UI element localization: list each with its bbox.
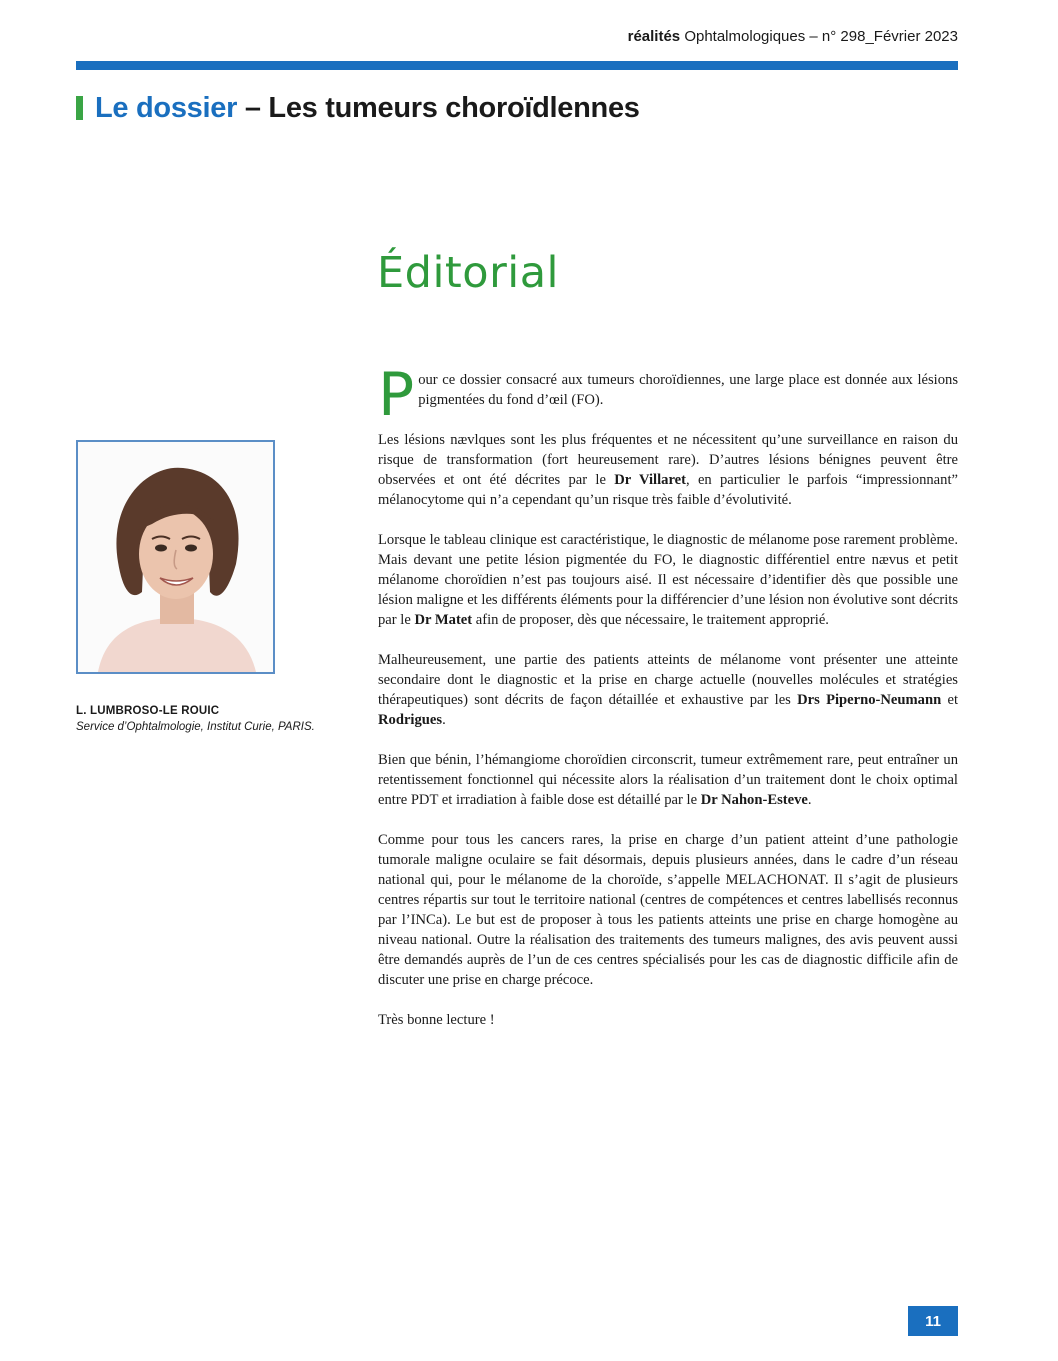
issue-info: Ophtalmologiques – n° 298_Février 2023 xyxy=(680,28,958,45)
paragraph-2: Les lésions nævlques sont les plus fréquentes et ne nécessitent qu’une surveillance en raison du risque de transformation (fort heureusement rare). D’autres lésions bénignes peuvent être observées et ont été décrites par le Dr Villaret, en particulier le parfois “impressionnant” mélanocytome qui n’a cependant qu’un risque très faible d’évolutivité. xyxy=(378,432,958,508)
author-reference: Dr Matet xyxy=(414,612,473,628)
page-title: Éditorial xyxy=(377,248,560,298)
running-header xyxy=(628,28,958,45)
author-name: L. LUMBROSO-LE ROUIC xyxy=(76,705,220,717)
editorial-body xyxy=(378,360,959,1050)
section-topic: Les tumeurs choroïdlennes xyxy=(268,91,640,124)
page-number: 11 xyxy=(908,1306,958,1336)
paragraph-6: Comme pour tous les cancers rares, la prise en charge d’un patient atteint d’une pathologie tumorale maligne oculaire se fait désormais, depuis plusieurs années, dans le cadre d’un réseau national qui, pour le mélanome de la choroïde, s’appelle MELACHONAT. Il s’agit de plusieurs centres répartis sur tout le territoire national (centres de compétences et centres labellisés reconnus par l’INCa). Le but est de proposer à tous les patients atteints une prise en charge homogène au niveau national. Outre la réalisation des traitements des tumeurs malignes, des avis peuvent aussi être demandés auprès de l’un de ces centres spécialisés pour les cas de diagnostic difficile afin de discuter une prise en charge précoce. xyxy=(378,832,958,988)
paragraph-5: Bien que bénin, l’hémangiome choroïdien circonscrit, tumeur extrêmement rare, peut entraîner un retentissement fonctionnel qui nécessite alors la réalisation d’un traitement dont le choix optimal entre PDT et irradiation à faible dose est détaillé par le Dr Nahon-Esteve. xyxy=(378,752,958,808)
author-block xyxy=(76,703,315,735)
paragraph-7: Très bonne lecture ! xyxy=(378,1012,495,1028)
author-reference: Dr Nahon-Esteve xyxy=(700,792,808,808)
section-separator: – xyxy=(237,91,269,124)
author-reference: Drs Piperno-Neumann xyxy=(797,692,942,708)
paragraph-4: Malheureusement, une partie des patients atteints de mélanome vont présenter une atteinte secondaire dont le diagnostic et la prise en charge actuelle (nouvelles molécules et stratégies thérapeutiques) sont décrits de façon détaillée et exhaustive par les Drs Piperno-Neumann et Rodrigues. xyxy=(378,652,959,728)
author-reference: Rodrigues xyxy=(378,712,443,728)
journal-name: réalités xyxy=(627,28,681,45)
portrait-illustration xyxy=(78,442,273,672)
author-affiliation: Service d’Ophtalmologie, Institut Curie, PARIS. xyxy=(76,721,315,733)
section-label: Le dossier xyxy=(95,91,238,124)
header-rule xyxy=(76,61,958,70)
section-marker xyxy=(76,96,83,120)
paragraph-3: Lorsque le tableau clinique est caractéristique, le diagnostic de mélanome pose rarement problème. Mais devant une petite lésion pigmentée du FO, le diagnostic différentiel entre nævus et petit mélanome choroïdien n’est pas toujours aisé. Il est nécessaire d’identifier dès que possible une lésion maligne et les différents éléments pour la différencier d’une lésion non évolutive sont décrits par le Dr Matet afin de proposer, dès que nécessaire, le traitement approprié. xyxy=(378,532,958,628)
author-photo xyxy=(76,440,275,674)
drop-cap: P xyxy=(378,360,415,430)
author-reference: Dr Villaret xyxy=(614,472,687,488)
section-heading xyxy=(76,90,640,126)
paragraph-1: Pour ce dossier consacré aux tumeurs choroïdiennes, une large place est donnée aux lésions pigmentées du fond d’œil (FO). xyxy=(378,360,958,430)
